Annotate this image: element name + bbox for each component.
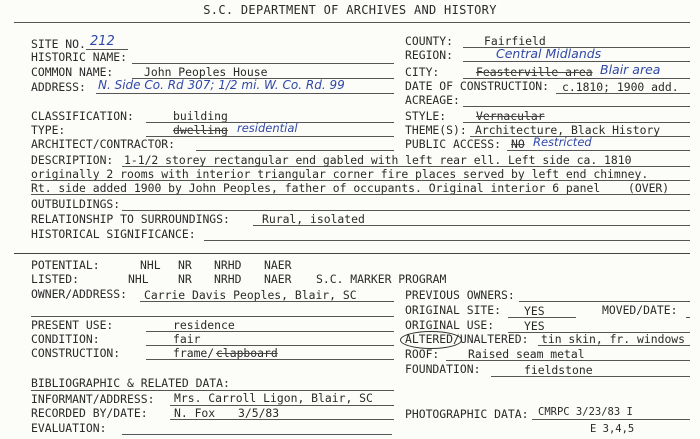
type-line — [146, 136, 394, 137]
city-struck: Feasterville area — [476, 65, 593, 79]
section-divider-1 — [14, 253, 690, 254]
description-label: DESCRIPTION: — [31, 153, 114, 167]
foundation-label: FOUNDATION: — [405, 362, 481, 376]
evaluation-line — [122, 434, 392, 435]
photographic-data-value-2: E 3,4,5 — [590, 423, 635, 435]
moved-date-label: MOVED/DATE: — [602, 303, 678, 317]
roof-value: Raised seam metal — [468, 347, 585, 361]
site-no-value: 212 — [90, 34, 115, 49]
original-use-label: ORIGINAL USE: — [405, 318, 495, 332]
header-rule — [14, 22, 690, 23]
photographic-data-line — [532, 419, 690, 420]
common-name-label: COMMON NAME: — [31, 65, 114, 79]
outbuildings-label: OUTBUILDINGS: — [31, 197, 121, 211]
public-access-struck: NO — [511, 137, 525, 151]
description-over: (OVER) — [628, 181, 670, 195]
outbuildings-line — [122, 210, 690, 211]
recorded-by-value: N. Fox — [174, 406, 216, 420]
previous-owners-label: PREVIOUS OWNERS: — [405, 288, 515, 302]
themes-label: THEME(S): — [405, 123, 467, 137]
potential-nr: NR — [178, 258, 192, 272]
date-of-construction-label: DATE OF CONSTRUCTION: — [405, 79, 550, 93]
city-value: Blair area — [600, 62, 661, 77]
date-line — [556, 93, 690, 94]
original-site-value: YES — [524, 304, 545, 318]
county-value: Fairfield — [484, 34, 546, 48]
description-rule-3 — [31, 194, 690, 195]
altered-label: ALTERED/UNALTERED: — [405, 332, 529, 346]
type-struck: dwelling — [173, 123, 228, 137]
historic-name-line — [132, 63, 394, 64]
historical-line — [204, 240, 690, 241]
description-line-2: originally 2 rooms with interior triangular corner fire places served by left end chimney. — [31, 167, 649, 181]
relationship-value: Rural, isolated — [262, 212, 365, 226]
condition-value: fair — [173, 332, 201, 346]
site-no-label: SITE NO. — [31, 37, 86, 51]
listed-label: LISTED: — [31, 272, 80, 286]
photographic-data-value: CMRPC 3/23/83 I — [538, 406, 633, 418]
altered-value: tin skin, fr. windows — [541, 332, 686, 346]
bibliographic-label: BIBLIOGRAPHIC & RELATED DATA: — [31, 376, 230, 390]
acreage-line — [463, 106, 690, 107]
previous-owners-line — [519, 301, 690, 302]
owner-value: Carrie Davis Peoples, Blair, SC — [144, 288, 357, 302]
address-value: N. Side Co. Rd 307; 1/2 mi. W. Co. Rd. 99 — [98, 78, 345, 92]
recorded-by-label: RECORDED BY/DATE: — [31, 406, 148, 420]
marker-program-label: S.C. MARKER PROGRAM — [316, 272, 447, 286]
acreage-label: ACREAGE: — [405, 93, 460, 107]
description-line-1: 1-1/2 storey rectangular end gabled with left rear ell. Left side ca. 1810 — [124, 153, 632, 167]
common-name-value: John Peoples House — [144, 65, 268, 79]
roof-label: ROOF: — [405, 347, 440, 361]
style-label: STYLE: — [405, 109, 447, 123]
region-value: Central Midlands — [496, 46, 602, 61]
description-line-3: Rt. side added 1900 by John Peoples, father of occupants. Original interior 6 panel — [31, 181, 601, 195]
listed-nr: NR — [178, 272, 192, 286]
relationship-label: RELATIONSHIP TO SURROUNDINGS: — [31, 212, 230, 226]
recorded-date-value: 3/5/83 — [238, 406, 280, 420]
region-label: REGION: — [405, 48, 454, 62]
altered-line — [538, 345, 690, 346]
original-site-line — [508, 317, 576, 318]
date-of-construction-value: c.1810; 1900 add. — [562, 80, 679, 94]
owner-label: OWNER/ADDRESS: — [31, 287, 128, 301]
style-value: Vernacular — [476, 109, 545, 123]
moved-date-line — [686, 317, 690, 318]
listed-naer: NAER — [264, 272, 292, 286]
potential-label: POTENTIAL: — [31, 258, 100, 272]
public-access-value: Restricted — [533, 135, 592, 149]
address-line — [96, 93, 394, 94]
county-label: COUNTY: — [405, 34, 454, 48]
foundation-line — [491, 376, 690, 377]
public-access-label: PUBLIC ACCESS: — [405, 137, 502, 151]
page-title: S.C. DEPARTMENT OF ARCHIVES AND HISTORY — [203, 3, 497, 17]
potential-naer: NAER — [264, 258, 292, 272]
informant-label: INFORMANT/ADDRESS: — [31, 392, 155, 406]
original-use-value: YES — [524, 319, 545, 333]
historic-name-label: HISTORIC NAME: — [31, 50, 128, 64]
historical-significance-label: HISTORICAL SIGNIFICANCE: — [31, 227, 196, 241]
classification-value: building — [173, 109, 228, 123]
construction-struck: clapboard — [216, 346, 278, 360]
present-use-value: residence — [173, 318, 235, 332]
construction-label: CONSTRUCTION: — [31, 346, 121, 360]
evaluation-label: EVALUATION: — [31, 421, 107, 435]
original-site-label: ORIGINAL SITE: — [405, 303, 502, 317]
city-label: CITY: — [405, 65, 440, 79]
type-value: residential — [237, 121, 298, 135]
present-use-label: PRESENT USE: — [31, 318, 114, 332]
address-label: ADDRESS: — [31, 80, 86, 94]
architect-line — [196, 150, 394, 151]
relationship-line — [253, 225, 690, 226]
foundation-value: fieldstone — [524, 363, 593, 377]
potential-nhl: NHL — [140, 258, 161, 272]
public-access-line — [507, 150, 690, 151]
classification-label: CLASSIFICATION: — [31, 109, 134, 123]
themes-value: Architecture, Black History — [475, 123, 661, 137]
architect-label: ARCHITECT/CONTRACTOR: — [31, 137, 176, 151]
listed-nhl: NHL — [128, 272, 149, 286]
condition-label: CONDITION: — [31, 332, 100, 346]
recorded-by-line — [170, 419, 394, 420]
roof-line — [446, 360, 690, 361]
construction-line — [146, 359, 394, 360]
type-label: TYPE: — [31, 123, 66, 137]
photographic-data-label: PHOTOGRAPHIC DATA: — [405, 407, 529, 421]
informant-value: Mrs. Carroll Ligon, Blair, SC — [174, 391, 373, 405]
owner-line-2 — [31, 316, 394, 317]
potential-nrhd: NRHD — [214, 258, 242, 272]
owner-line — [140, 301, 394, 302]
listed-nrhd: NRHD — [214, 272, 242, 286]
construction-value: frame/ — [173, 346, 215, 360]
